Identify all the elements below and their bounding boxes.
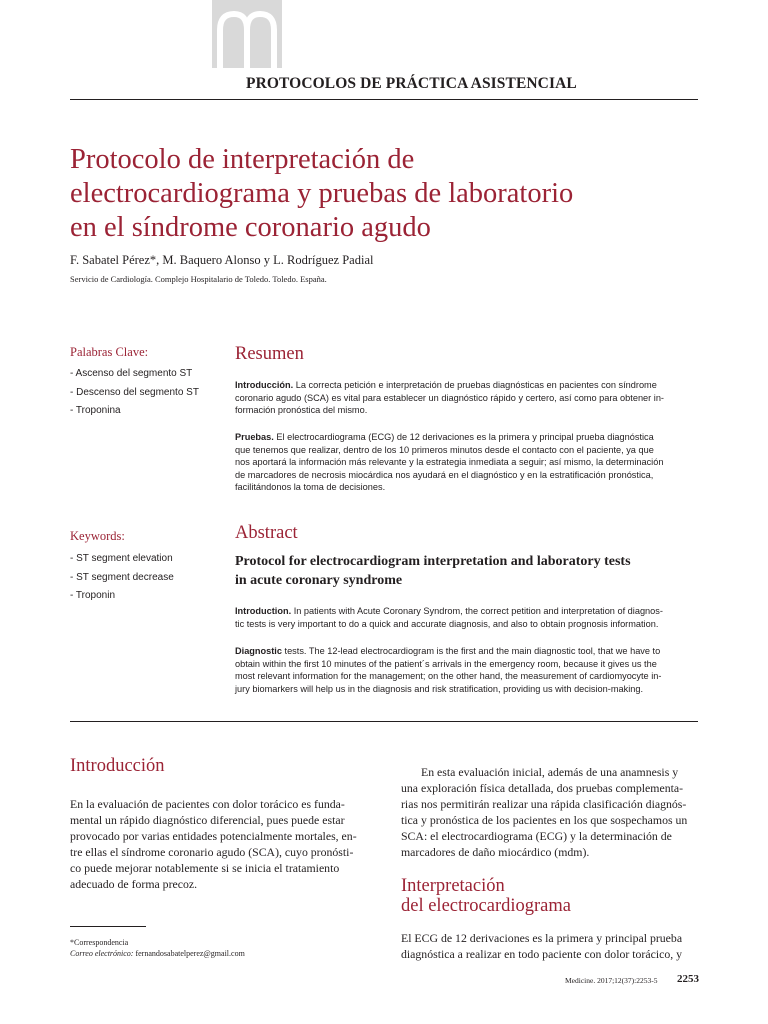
list-item: - Descenso del segmento ST [70,386,199,398]
page-number: 2253 [677,973,699,985]
resumen-pruebas: Pruebas. El electrocardiograma (ECG) de 12 derivaciones es la primera y principal prueba diagnóstica que tenemos que realizar, dentro de los 10 primeros minutos desde el contacto con el paciente, ya que nos aportará la información más relevante y la estrategia inmediata a seguir; así mismo, la determinación de marcadores de necrosis miocárdica nos ayudará en el diagnóstico y en la estratificación pronóstica, facilitándonos la toma de decisiones. [235,432,664,492]
resumen-introduccion: Introducción. La correcta petición e interpretación de pruebas diagnósticas en pacientes con síndrome coronario agudo (SCA) es vital para establecer un diagnóstico rápido y certero, así como para obtener in- formación pronóstica del mismo. [235,380,664,415]
footnote-rule [70,926,146,927]
affiliation: Servicio de Cardiología. Complejo Hospitalario de Toledo. Toledo. España. [70,274,327,284]
header-divider [70,99,698,100]
journal-logo [212,0,282,68]
palabras-clave-list [70,368,199,424]
abstract-heading: Abstract [235,523,298,543]
list-item: - Ascenso del segmento ST [70,368,193,379]
authors: F. Sabatel Pérez*, M. Baquero Alonso y L. Rodríguez Padial [70,253,374,267]
abstract-diagnostic: Diagnostic tests. The 12-lead electrocardiogram is the first and the main diagnostic tool, that we have to obtain within the first 10 minutes of the patient´s arrivals in the emergency room, because it gives us the most relevant information for the management; on the other hand, the measurement of cardiomyocyte in- jury biomarkers will help us in the diagnosis and risk stratification, providing us with decision-making. [235,646,662,694]
abstract-introduction: Introduction. In patients with Acute Coronary Syndrom, the correct petition and interpretation of diagnos- tic tests is very important to do a quick and accurate diagnosis, and also to obtain prognosis information. [235,606,663,629]
interpretacion-text: El ECG de 12 derivaciones es la primera y principal prueba diagnóstica a realizar en todo paciente con dolor torácico, y [401,931,683,961]
introduccion-text: En la evaluación de pacientes con dolor torácico es funda- mental un rápido diagnóstico diferencial, pues puede estar provocado por varias entidades potencialmente mortales, en- tre ellas el síndrome coronario agudo (SCA), cuyo pronósti- co puede mejorar notablemente si se inicia el tratamiento adecuado de forma precoz. [70,797,357,891]
resumen-heading: Resumen [235,344,304,364]
article-title: Protocolo de interpretación de electrocardiograma y pruebas de laboratorio en el síndrome coronario agudo [70,144,574,243]
footnote-correspondence: *Correspondencia [70,938,129,947]
section-divider [70,721,698,722]
evaluacion-text: En esta evaluación inicial, además de una anamnesis y una exploración física detallada, dos pruebas complementa- rias nos permitirán realizar una rápida clasificación diagnós- tica y pronóstica de los pacientes en los que sospechamos un SCA: el electrocardiograma (ECG) y la determinación de marcadores de daño miocárdico (mdm). [401,765,688,859]
section-label: PROTOCOLOS DE PRÁCTICA ASISTENCIAL [246,75,577,92]
introduccion-heading: Introducción [70,756,165,776]
list-item: - Troponin [70,590,116,601]
abstract-title: Protocol for electrocardiogram interpretation and laboratory tests in acute coronary syndrome [235,554,631,588]
citation: Medicine. 2017;12(37):2253-5 [565,976,658,985]
keywords-heading: Keywords: [70,529,125,543]
list-item: - ST segment elevation [70,553,173,564]
palabras-clave-heading: Palabras Clave: [70,345,149,359]
keywords-list [70,553,174,609]
list-item: - Troponina [70,405,121,416]
footnote-email: Correo electrónico: fernandosabatelperez@gmail.com [70,949,245,958]
interpretacion-heading: Interpretación del electrocardiograma [401,876,571,916]
list-item: - ST segment decrease [70,571,174,583]
